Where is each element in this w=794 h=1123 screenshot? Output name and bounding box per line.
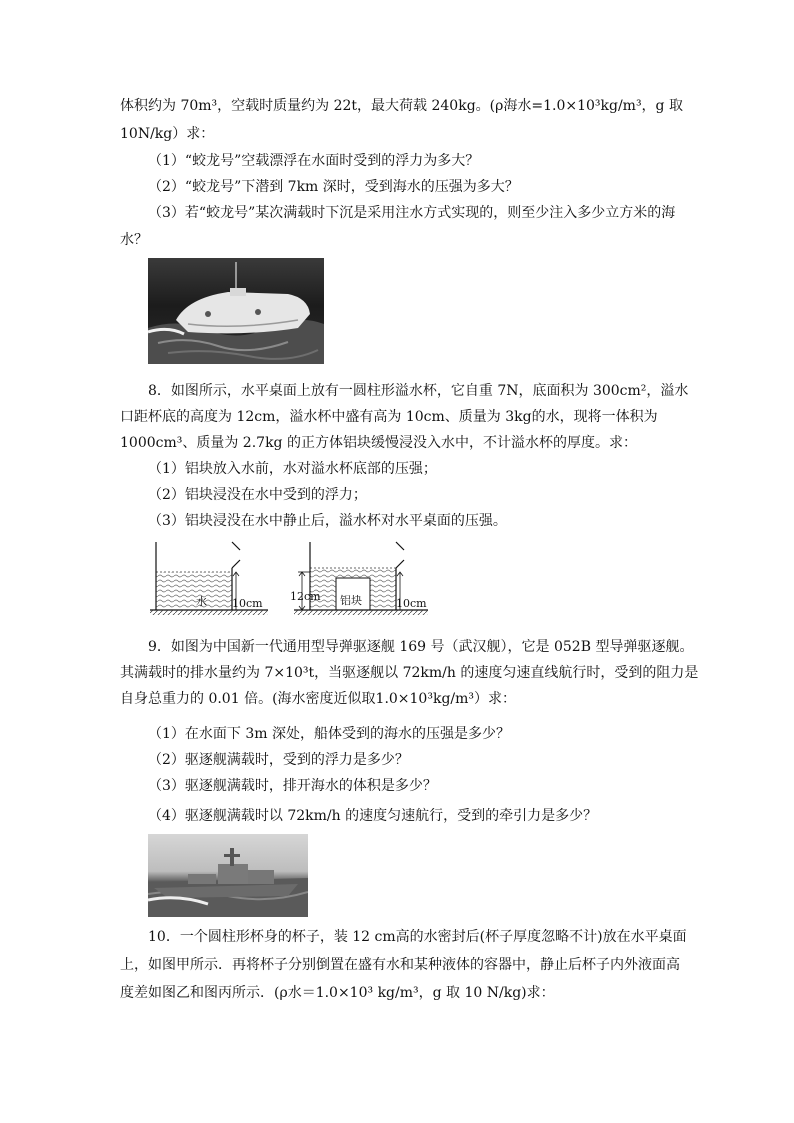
q8-sub-question-1: （1）铝块放入水前，水对溢水杯底部的压强； <box>148 461 437 477</box>
water-height-label: 10cm <box>232 597 263 610</box>
q9-sub-question-2: （2）驱逐舰满载时，受到的浮力是多少？ <box>148 752 409 768</box>
water-height-label-2: 10cm <box>396 597 427 610</box>
q8-stem-line-2: 口距杯底的高度为 12cm，溢水杯中盛有高为 10cm、质量为 3kg的水，现将一体积为 <box>120 409 658 425</box>
submersible-illustration <box>148 258 324 364</box>
water-label: 水 <box>196 595 207 608</box>
q9-sub-question-4: （4）驱逐舰满载时以 72km/h 的速度匀速航行，受到的牵引力是多少？ <box>148 808 598 824</box>
q7-intro-line-1: 体积约为 70m³，空载时质量约为 22t，最大荷载 240kg。(ρ海水=1.0×10³kg/m³，g 取 <box>120 98 683 114</box>
q7-intro-line-2: 10N/kg）求： <box>120 126 215 142</box>
q9-sub-question-1: （1）在水面下 3m 深处，船体受到的海水的压强是多少？ <box>148 726 510 742</box>
destroyer-photo <box>148 834 308 917</box>
overflow-height-label: 12cm <box>290 590 321 603</box>
q10-stem-line-1: 10．一个圆柱形杯身的杯子，装 12 cm高的水密封后(杯子厚度忽略不计)放在水平桌面 <box>148 929 687 945</box>
destroyer-illustration <box>148 834 308 917</box>
q7-sub-question-1: （1）“蛟龙号”空载漂浮在水面时受到的浮力为多大？ <box>148 153 480 169</box>
q8-sub-question-3: （3）铝块浸没在水中静止后，溢水杯对水平桌面的压强。 <box>148 513 507 529</box>
q7-sub-question-3-line-2: 水？ <box>120 232 148 248</box>
aluminum-block-label: 铝块 <box>340 594 362 607</box>
q9-stem-line-3: 自身总重力的 0.01 倍。(海水密度近似取1.0×10³kg/m³）求： <box>120 691 517 707</box>
q7-sub-question-2: （2）“蛟龙号”下潜到 7km 深时，受到海水的压强为多大？ <box>148 179 519 195</box>
q8-stem-line-1: 8．如图所示，水平桌面上放有一圆柱形溢水杯，它自重 7N，底面积为 300cm²，溢水 <box>148 383 689 399</box>
q8-stem-line-3: 1000cm³、质量为 2.7kg 的正方体铝块缓慢浸没入水中，不计溢水杯的厚度。求： <box>120 435 637 451</box>
q9-sub-question-3: （3）驱逐舰满载时，排开海水的体积是多少？ <box>148 778 437 794</box>
q7-sub-question-3-line-1: （3）若“蛟龙号”某次满载时下沉是采用注水方式实现的，则至少注入多少立方米的海 <box>148 205 676 221</box>
overflow-cup-diagram-before <box>150 538 270 620</box>
q9-stem-line-1: 9．如图为中国新一代通用型导弹驱逐舰 169 号（武汉舰），它是 052B 型导弹驱逐舰。 <box>148 639 694 655</box>
q10-stem-line-2: 上，如图甲所示．再将杯子分别倒置在盛有水和某种液体的容器中，静止后杯子内外液面高 <box>120 957 680 973</box>
q8-sub-question-2: （2）铝块浸没在水中受到的浮力； <box>148 487 367 503</box>
overflow-cup-diagram-after <box>290 538 430 620</box>
q9-stem-line-2: 其满载时的排水量约为 7×10³t，当驱逐舰以 72km/h 的速度匀速直线航行时，受到的阻力是 <box>120 665 699 681</box>
submersible-photo <box>148 258 324 364</box>
q10-stem-line-3: 度差如图乙和图丙所示．(ρ水＝1.0×10³ kg/m³，g 取 10 N/kg)求： <box>120 985 555 1001</box>
